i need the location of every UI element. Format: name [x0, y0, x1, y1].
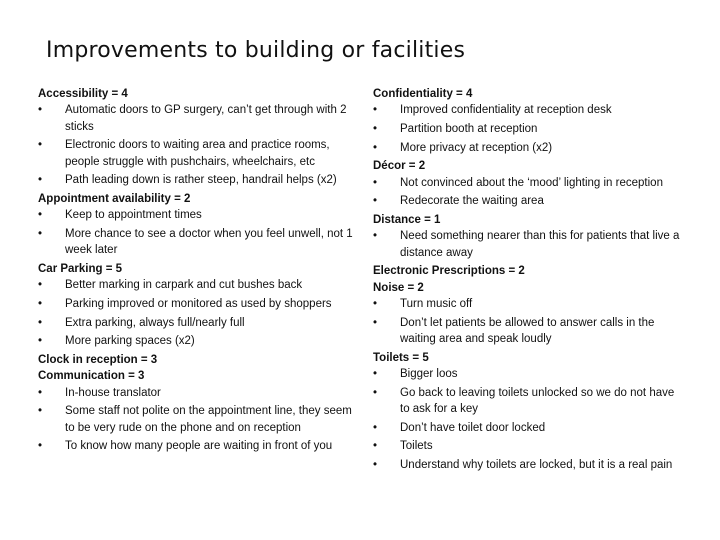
- bullet-icon: •: [373, 230, 378, 243]
- list-item: [373, 102, 683, 118]
- bullet-icon: •: [373, 176, 378, 189]
- list-item: [38, 438, 356, 454]
- section-heading: Car Parking = 5: [38, 263, 123, 275]
- section-confidentiality: [373, 86, 683, 156]
- list-item: [38, 172, 356, 188]
- list-item-text: To know how many people are waiting in front of you: [65, 440, 333, 453]
- bullet-icon: •: [373, 458, 378, 471]
- list-item-text: Electronic doors to waiting area and practice rooms, people struggle with pushchairs, wheelchairs, etc: [65, 139, 330, 168]
- list-item-text: Path leading down is rather steep, handrail helps (x2): [65, 174, 337, 187]
- bullet-icon: •: [38, 405, 43, 418]
- section-heading: Noise = 2: [373, 281, 424, 294]
- section-heading: Décor = 2: [373, 160, 426, 173]
- list-item-text: Some staff not polite on the appointment line, they seem to be very rude on the phone and on reception: [65, 405, 352, 434]
- list-item-text: Not convinced about the ‘mood’ lighting in reception: [400, 176, 663, 189]
- list-item: [38, 102, 356, 135]
- section-electronic-prescriptions: [373, 263, 683, 279]
- bullet-icon: •: [373, 123, 378, 135]
- list-item-text: Improved confidentiality at reception desk: [400, 104, 612, 117]
- bullet-icon: •: [38, 209, 43, 222]
- list-item: [373, 438, 683, 454]
- list-item-text: Extra parking, always full/nearly full: [65, 316, 245, 329]
- bullet-icon: •: [373, 440, 378, 453]
- list-item-text: Redecorate the waiting area: [400, 195, 544, 208]
- bullet-icon: •: [373, 386, 378, 399]
- list-item: [373, 228, 683, 261]
- bullet-icon: •: [38, 228, 43, 240]
- right-column: [373, 86, 683, 475]
- section-d-cor: [373, 158, 683, 209]
- slide-title: Improvements to building or facilities: [46, 38, 466, 63]
- bullet-icon: •: [373, 141, 378, 154]
- list-item: [373, 385, 683, 418]
- section-noise: [373, 280, 683, 348]
- bullet-icon: •: [373, 195, 378, 208]
- bullet-icon: •: [38, 139, 43, 152]
- list-item-text: Don’t have toilet door locked: [400, 421, 546, 434]
- list-item-text: Need something nearer than this for patients that live a distance away: [400, 230, 680, 259]
- section-clock-in-reception: [38, 352, 356, 368]
- section-appointment-availability: [38, 191, 356, 259]
- left-column: [38, 86, 356, 457]
- bullet-icon: •: [38, 279, 43, 292]
- section-heading: Distance = 1: [373, 213, 441, 226]
- section-heading: Communication = 3: [38, 370, 145, 383]
- section-car-parking: [38, 261, 356, 350]
- bullet-icon: •: [38, 335, 43, 348]
- section-accessibility: [38, 86, 356, 189]
- bullet-icon: •: [38, 440, 43, 453]
- list-item: [38, 296, 356, 312]
- section-heading: Electronic Prescriptions = 2: [373, 265, 525, 278]
- list-item-text: Automatic doors to GP surgery, can’t get through with 2 sticks: [65, 104, 347, 133]
- list-item: [373, 193, 683, 209]
- section-heading: Appointment availability = 2: [38, 193, 191, 205]
- section-heading: Clock in reception = 3: [38, 353, 158, 366]
- list-item-text: More privacy at reception (x2): [400, 141, 553, 154]
- list-item-text: Toilets: [400, 440, 433, 453]
- list-item-text: Don’t let patients be allowed to answer calls in the waiting area and speak loudly: [400, 316, 655, 345]
- list-item: [373, 140, 683, 156]
- list-item-text: Bigger loos: [400, 368, 458, 380]
- list-item: [38, 207, 356, 223]
- section-heading: Confidentiality = 4: [373, 88, 473, 100]
- list-item: [373, 296, 683, 312]
- section-heading: Accessibility = 4: [38, 88, 128, 100]
- list-item-text: Parking improved or monitored as used by shoppers: [65, 298, 332, 310]
- bullet-icon: •: [373, 298, 378, 310]
- bullet-icon: •: [373, 368, 378, 380]
- list-item: [38, 226, 356, 259]
- list-item: [38, 385, 356, 401]
- list-item: [38, 403, 356, 436]
- bullet-icon: •: [38, 104, 43, 117]
- list-item: [373, 315, 683, 348]
- list-item: [38, 333, 356, 349]
- list-item-text: More chance to see a doctor when you feel unwell, not 1 week later: [65, 228, 353, 257]
- bullet-icon: •: [38, 316, 43, 329]
- bullet-icon: •: [38, 386, 43, 399]
- list-item-text: Understand why toilets are locked, but it is a real pain: [400, 458, 673, 471]
- list-item-text: More parking spaces (x2): [65, 335, 195, 348]
- list-item: [373, 420, 683, 436]
- list-item: [38, 137, 356, 170]
- section-toilets: [373, 350, 683, 474]
- section-heading: Toilets = 5: [373, 351, 429, 364]
- list-item: [373, 121, 683, 137]
- section-communication: [38, 368, 356, 454]
- list-item-text: Better marking in carpark and cut bushes back: [65, 279, 303, 292]
- bullet-icon: •: [373, 421, 378, 434]
- bullet-icon: •: [38, 174, 43, 187]
- section-distance: [373, 212, 683, 261]
- list-item-text: In-house translator: [65, 386, 161, 399]
- bullet-icon: •: [373, 104, 378, 117]
- list-item: [373, 457, 683, 473]
- list-item-text: Turn music off: [400, 298, 473, 310]
- list-item: [38, 277, 356, 293]
- list-item: [373, 175, 683, 191]
- bullet-icon: •: [38, 298, 43, 310]
- list-item-text: Partition booth at reception: [400, 123, 538, 135]
- list-item: [38, 315, 356, 331]
- bullet-icon: •: [373, 316, 378, 329]
- list-item-text: Keep to appointment times: [65, 209, 202, 222]
- list-item: [373, 366, 683, 382]
- list-item-text: Go back to leaving toilets unlocked so we do not have to ask for a key: [400, 386, 675, 415]
